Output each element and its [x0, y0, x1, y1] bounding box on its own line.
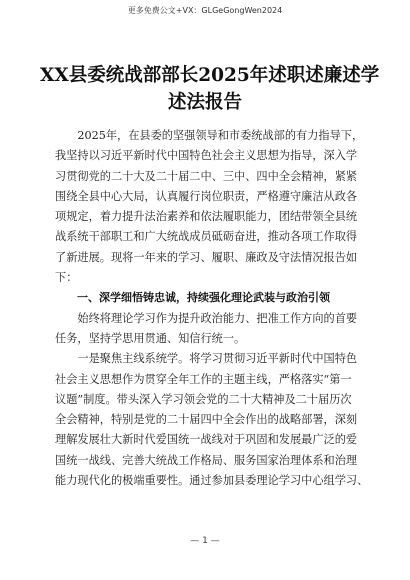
intro-line-2: 我坚持以习近平新时代中国特色社会主义思想为指导，深入学 [55, 149, 358, 163]
title-line-1: XX县委统战部部长2025年述职述廉述学 [40, 65, 380, 86]
section-1-intro-line-1: 始终将理论学习作为提升政治能力、把准工作方向的首要 [55, 311, 358, 325]
intro-line-1: 2025年，在县委的坚强领导和市委统战部的有力指导下， [55, 129, 364, 142]
point-1-line-5: 理解发展壮大新时代爱国统一战线对于巩固和发展最广泛的爱 [55, 433, 358, 447]
page-header-banner: 更多免费公文+VX：GLGeGongWen2024 [127, 6, 283, 15]
point-1-paragraph [55, 349, 369, 491]
section-1-intro-paragraph [55, 309, 358, 350]
intro-paragraph [55, 126, 364, 288]
point-1-line-4: 全会精神，特别是党的二十届四中全会作出的战略部署，深刻 [55, 413, 358, 427]
document-title [40, 62, 380, 116]
point-1-line-2: 社会主义思想作为贯穿全年工作的主题主线，严格落实“第一 [55, 372, 352, 386]
document-body [55, 126, 369, 491]
page-number: — 1 — [190, 536, 220, 546]
intro-line-6: 战系统干部职工和广大统战成员砥砺奋进，推动各项工作取得 [55, 230, 358, 244]
point-1-line-7: 能力现代化的极端重要性。通过参加县委理论学习中心组学习、 [55, 474, 369, 488]
section-1-heading: 一、深学细悟铸忠诚，持续强化理论武装与政治引领 [55, 291, 330, 305]
intro-line-5: 项规定，着力提升法治素养和依法履职能力，团结带领全县统 [55, 210, 358, 224]
point-1-line-3: 议题”制度。带头深入学习领会党的二十大精神及二十届历次 [55, 392, 352, 406]
title-line-2: 述法报告 [167, 92, 242, 113]
intro-line-3: 习贯彻党的二十大及二十届二中、三中、四中全会精神，紧紧 [55, 169, 358, 183]
section-1-intro-line-2: 任务，坚持学思用贯通、知信行统一。 [55, 331, 246, 345]
intro-line-4: 围绕全县中心大局，认真履行岗位职责，严格遵守廉洁从政各 [55, 189, 358, 203]
point-1-line-1: 一是聚焦主线系统学。将学习贯彻习近平新时代中国特色 [55, 352, 358, 366]
intro-line-7: 了新进展。现将一年来的学习、履职、廉政及守法情况报告如 [55, 250, 358, 264]
point-1-line-6: 国统一战线、完善大统战工作格局、服务国家治理体系和治理 [55, 453, 358, 467]
intro-line-8: 下： [55, 271, 78, 285]
